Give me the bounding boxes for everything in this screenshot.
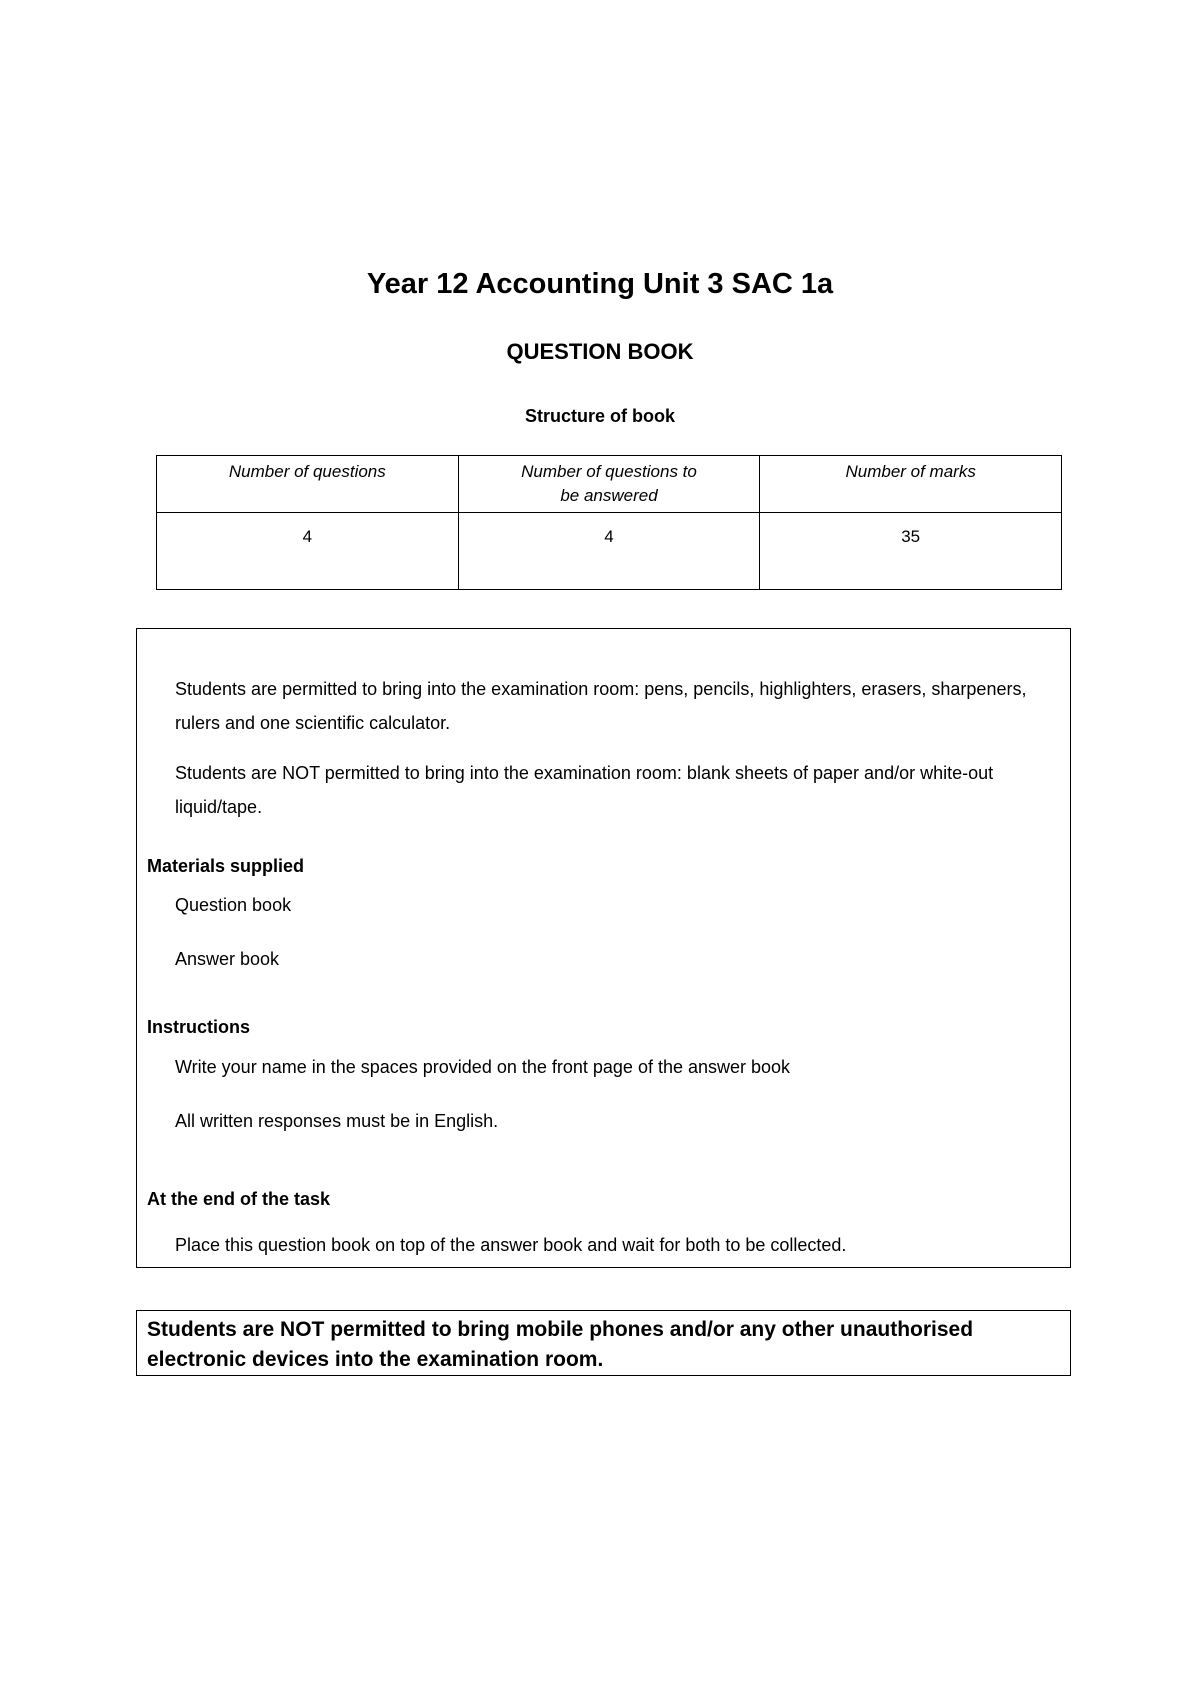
value-number-of-questions: 4 [157, 513, 459, 590]
structure-table [156, 455, 1062, 590]
material-item: Question book [175, 895, 292, 915]
document-subtitle: QUESTION BOOK [506, 339, 694, 364]
header-questions-to-answer: Number of questions to be answered [458, 456, 760, 513]
value-questions-to-answer: 4 [458, 513, 760, 590]
instruction-item: All written responses must be in English. [175, 1111, 499, 1131]
instructions-heading: Instructions [147, 1017, 251, 1037]
header-number-of-questions: Number of questions [157, 456, 459, 513]
instructions-box [136, 628, 1071, 1268]
structure-heading: Structure of book [524, 406, 675, 426]
end-of-task-text: Place this question book on top of the answer book and wait for both to be collected. [175, 1235, 847, 1255]
materials-heading: Materials supplied [147, 856, 305, 876]
structure-table-value-row [157, 513, 1062, 590]
electronic-devices-warning: Students are NOT permitted to bring mobile phones and/or any other unauthorised electronic devices into the examination room. [136, 1310, 1071, 1376]
header-number-of-marks: Number of marks [760, 456, 1062, 513]
value-number-of-marks: 35 [760, 513, 1062, 590]
end-of-task-heading: At the end of the task [147, 1189, 331, 1209]
instruction-item: Write your name in the spaces provided on the front page of the answer book [175, 1057, 791, 1077]
material-item: Answer book [175, 949, 280, 969]
structure-table-header-row [157, 456, 1062, 513]
permitted-items-text: Students are permitted to bring into the examination room: pens, pencils, highlighters, erasers, sharpeners, rulers and one scientific calculator. [175, 679, 1027, 733]
not-permitted-items-text: Students are NOT permitted to bring into the examination room: blank sheets of paper and/or white-out liquid/tape. [175, 763, 994, 817]
document-title: Year 12 Accounting Unit 3 SAC 1a [366, 268, 834, 300]
